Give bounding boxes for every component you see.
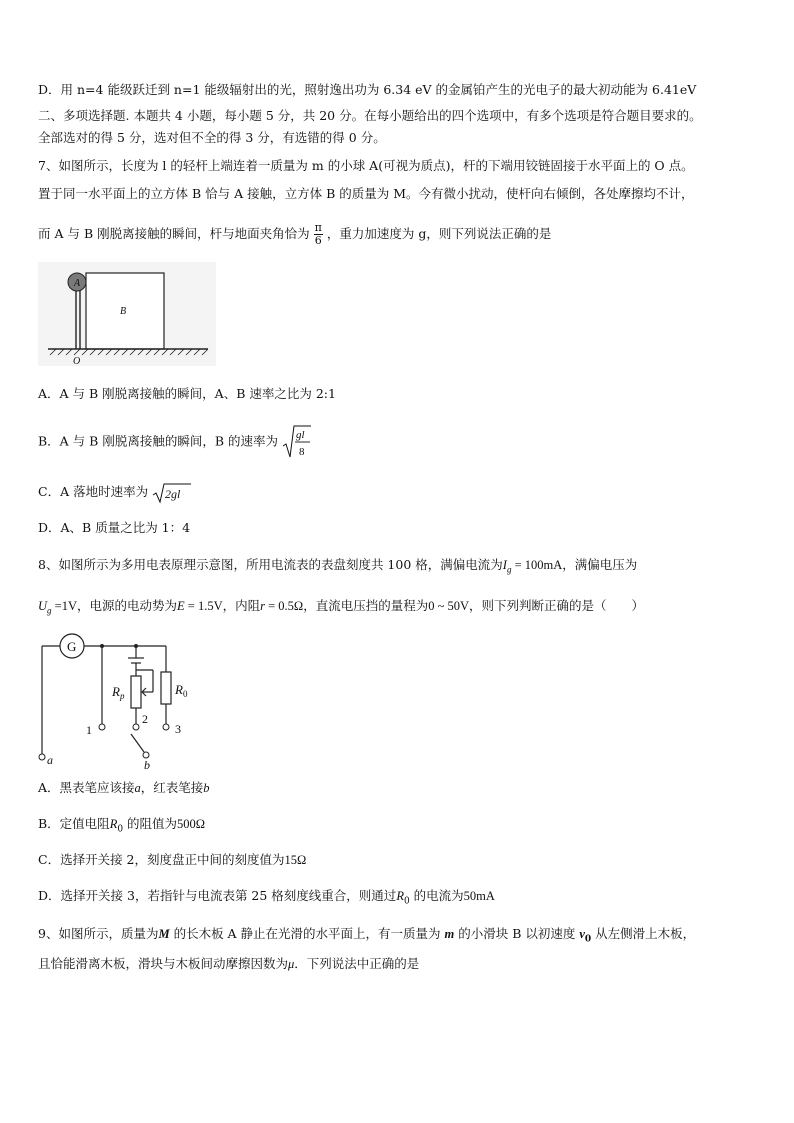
q7-option-b: B．A 与 B 刚脱离接触的瞬间，B 的速率为 gl 8 (38, 424, 312, 460)
q7-figure (38, 262, 216, 366)
q8-stem-line1: 8、如图所示为多用电表原理示意图，所用电流表的表盘刻度共 100 格，满偏电流为$I_g = 100mA$，满偏电压为 (38, 557, 638, 575)
sqrt-2gl (152, 481, 192, 505)
label-b: b (144, 758, 150, 770)
q7-option-d: D．A、B 质量之比为 1：4 (38, 520, 191, 535)
q6-option-d: D．用 n=4 能级跃迁到 n=1 能级辐射出的光，照射逸出功为 6.34 eV 的金属铂产生的光电子的最大初动能为 6.41eV (38, 82, 697, 97)
q8-option-a: A．黑表笔应该接a，红表笔接b (38, 780, 210, 795)
q7-option-c: C．A 落地时速率为 2gl (38, 480, 192, 505)
q8-option-d: D．选择开关接 3，若指针与电流表第 25 格刻度线重合，则通过$R_0$ 的电流为50mA (38, 888, 495, 907)
label-a: A (74, 278, 81, 289)
terminal-2 (133, 724, 139, 730)
label-b: B (120, 306, 127, 317)
galvanometer-label: G (67, 639, 77, 654)
q9-stem-line2: 且恰能滑离木板，滑块与木板间动摩擦因数为μ．下列说法中正确的是 (38, 956, 420, 971)
section-header-line2: 全部选对的得 5 分，选对但不全的得 3 分，有选错的得 0 分。 (38, 130, 386, 145)
svg-text:8: 8 (298, 446, 305, 458)
svg-text:gl: gl (295, 429, 305, 441)
q9-stem-line1: 9、如图所示，质量为M 的长木板 A 静止在光滑的水平面上，有一质量为 m 的小滑块 B 以初速度 $v_0$ 从左侧滑上木板， (38, 926, 696, 945)
q8-circuit-diagram (36, 630, 216, 770)
q8-option-b: B．定值电阻$R_0$ 的阻值为500Ω (38, 816, 206, 835)
section-header-line1: 二、多项选择题. 本题共 4 小题，每小题 5 分，共 20 分。在每小题给出的四个选项中，有多个选项是符合题目要求的。 (38, 108, 702, 123)
terminal-a (39, 754, 45, 760)
label-rp: $R_p$ (112, 684, 125, 701)
terminal-1 (99, 724, 105, 730)
q7-stem-line2: 置于同一水平面上的立方体 B 恰与 A 接触，立方体 B 的质量为 M。今有微小扰动，使杆向右倾倒，各处摩擦均不计， (38, 186, 694, 201)
label-a: a (47, 753, 53, 767)
label-2: 2 (142, 712, 148, 726)
q8-stem-line2: $U_g =1V$，电源的电动势为E = 1.5V，内阻r = 0.5Ω，直流电压挡的量程为0 ~ 50V，则下列判断正确的是（ ） (38, 598, 645, 616)
q7-option-a: A．A 与 B 刚脱离接触的瞬间，A、B 速率之比为 2:1 (38, 386, 336, 401)
label-r0: $R_0$ (175, 682, 188, 699)
q7-stem-line3: 而 A 与 B 刚脱离接触的瞬间，杆与地面夹角恰为 $\frac{\pi}{6}$ ，重力加速度为 g，则下列说法正确的是 (38, 221, 552, 247)
terminal-3 (163, 724, 169, 730)
q8-option-c: C．选择开关接 2，刻度盘正中间的刻度值为15Ω (38, 852, 307, 867)
label-1: 1 (86, 723, 92, 737)
angle-fraction: $\frac{\pi}{6}$ (314, 221, 322, 247)
svg-text:2gl: 2gl (165, 487, 181, 501)
label-3: 3 (175, 722, 181, 736)
sqrt-gl-over-8 (282, 424, 312, 460)
q7-stem-line1: 7、如图所示，长度为 l 的轻杆上端连着一质量为 m 的小球 A(可视为质点)，杆的下端用铰链固接于水平面上的 O 点。 (38, 158, 694, 173)
label-o: O (73, 356, 81, 366)
